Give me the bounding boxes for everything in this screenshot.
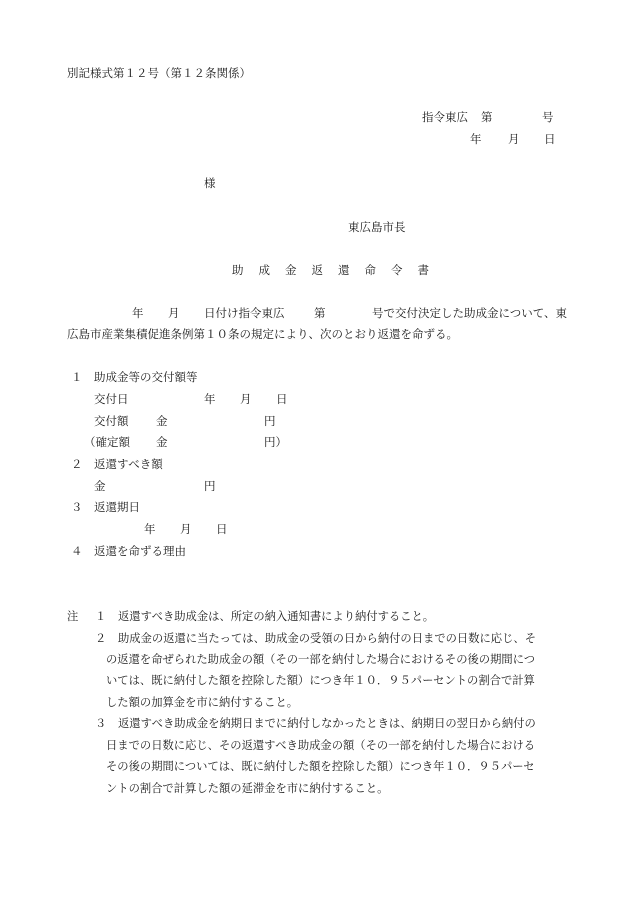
issuer: 東広島市長 [348,220,406,234]
kofubi-label: 交付日 [94,392,129,406]
note1-number: １ [95,610,107,623]
item4-number: ４ [71,544,83,558]
note2-line4: した額の加算金を市に納付すること。 [106,696,299,709]
date-month: 月 [508,132,520,146]
note3-line4: ントの割合で計算した額の延滞金を市に納付すること。 [106,782,389,795]
doc-number-go: 号 [542,110,554,124]
note3-line2: 日までの日数に応じ、その返還すべき助成金の額（その一部を納付した場合における [106,739,536,752]
body-line2: 広島市産業集積促進条例第１０条の規定により、次のとおり返還を命ずる。 [67,327,458,341]
body-day-text: 日付け指令東広 [204,306,285,320]
document-title: 助成金返還命令書 [232,263,444,277]
form-label: 別記様式第１２号（第１２条関係） [67,66,251,80]
item4-heading: 返還を命ずる理由 [94,544,186,558]
note1-text: 返還すべき助成金は、所定の納入通知書により納付すること。 [118,610,435,623]
item2-heading: 返還すべき額 [94,457,163,471]
addressee-sama: 様 [204,176,216,190]
notes-label: 注 [67,610,79,623]
note3-number: ３ [95,717,107,730]
body-year: 年 [132,306,144,320]
item3-year: 年 [144,522,156,536]
item2-number: ２ [71,457,83,471]
item1-heading: 助成金等の交付額等 [94,370,198,384]
note2-line3: いては、既に納付した額を控除した額）につき年１０．９５パーセントの割合で計算 [106,674,535,687]
kofubi-month: 月 [240,392,252,406]
item3-number: ３ [71,500,83,514]
kofubi-day: 日 [276,392,288,406]
note2-line2: の返還を命ぜられた助成金の額（その一部を納付した場合におけるその後の期間につ [106,653,536,666]
kakutei-label: （確定額 [84,435,130,449]
note3-line3: その後の期間については、既に納付した額を控除した額）につき年１０．９５パーセ [106,760,535,773]
body-month: 月 [168,306,180,320]
note2-number: ２ [95,632,107,645]
date-day: 日 [544,132,556,146]
item2-en: 円 [204,479,216,493]
item1-number: １ [71,370,83,384]
item2-kin: 金 [94,479,106,493]
item3-heading: 返還期日 [94,500,140,514]
item3-month: 月 [180,522,192,536]
kofubi-year: 年 [204,392,216,406]
kofugaku-label: 交付額 [94,414,129,428]
item3-day: 日 [216,522,228,536]
kofugaku-kin: 金 [156,414,168,428]
body-line1-rest: 号で交付決定した助成金について、東 [372,306,568,320]
kakutei-en: 円） [264,435,287,449]
note3-line1: 返還すべき助成金を納期日までに納付しなかったときは、納期日の翌日から納付の [118,717,536,730]
kakutei-kin: 金 [156,435,168,449]
kofugaku-en: 円 [264,414,276,428]
body-dai: 第 [314,306,326,320]
date-year: 年 [470,132,482,146]
note2-line1: 助成金の返還に当たっては、助成金の受領の日から納付の日までの日数に応じ、そ [118,632,536,645]
doc-number-dai: 第 [481,110,493,124]
doc-number-prefix: 指令東広 [422,110,468,124]
